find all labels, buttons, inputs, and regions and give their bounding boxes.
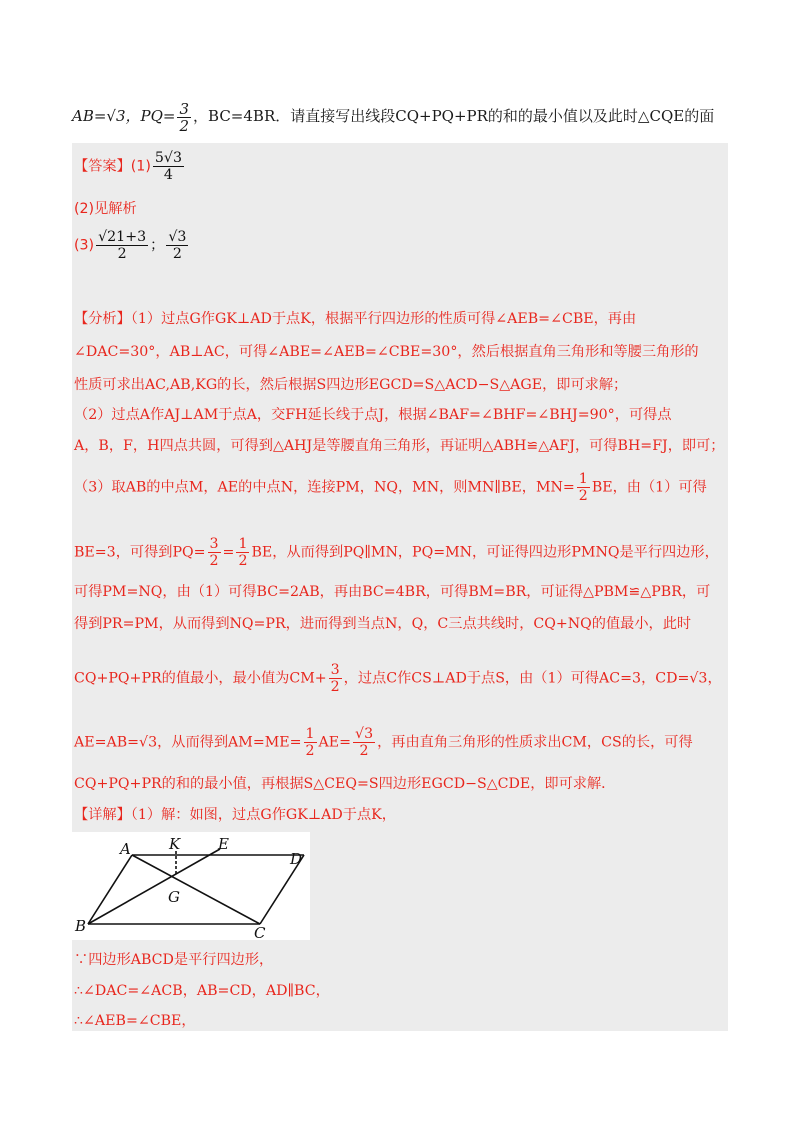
analysis-tag: 【分析】 [74, 311, 131, 327]
diagonal-ac [132, 855, 260, 924]
detail-step-1: ∵四边形ABCD是平行四边形， [74, 952, 274, 968]
parallelogram-diagram [72, 832, 310, 940]
analysis-line-12: CQ+PQ+PR的和的最小值，再根据S△CEQ=S四边形EGCD−S△CDE，即可求解． [74, 776, 616, 792]
parallelogram-figure [72, 832, 310, 940]
label-g: G [168, 888, 180, 906]
detail-line-1: 【详解】（1）解：如图，过点G作GK⊥AD于点K， [74, 807, 396, 823]
answer-3-fraction-2: $\frac{√3}{2}$ [168, 229, 187, 262]
answer-3-fraction-1: $\frac{√21+3}{2}$ [98, 229, 147, 262]
analysis-line-5: A，B，F，H四点共圆，可得到△AHJ是等腰直角三角形，再证明△ABH≌△AFJ，可得BH=FJ，即可； [74, 438, 725, 454]
problem-part1: AB=√3，PQ= [72, 107, 176, 125]
answer-line-3: (3) $\frac{√21+3}{2}$ ； $\frac{√3}{2}$ [74, 229, 187, 262]
problem-fraction: $\frac{3}{2}$ [179, 99, 190, 135]
analysis-line-9: 得到PR=PM，从而得到NQ=PR，进而得到当点N，Q，C三点共线时，CQ+NQ的值最小，此时 [74, 616, 692, 632]
analysis-line-4: （2）过点A作AJ⊥AM于点A，交FH延长线于点J，根据∠BAF=∠BHF=∠BHJ=90°，可得点 [74, 407, 672, 423]
detail-step-3: ∴∠AEB=∠CBE， [74, 1013, 196, 1029]
label-b: B [75, 917, 87, 935]
detail-step-2: ∴∠DAC=∠ACB，AB=CD，AD∥BC， [74, 983, 330, 999]
answer-tag: 【答案】 [74, 158, 131, 175]
analysis-line-3: 性质可求出AC,AB,KG的长，然后根据S四边形EGCD=S△ACD−S△AGE，即可求解； [74, 377, 628, 393]
analysis-line-1: 【分析】（1）过点G作GK⊥AD于点K，根据平行四边形的性质可得∠AEB=∠CBE，再由 [74, 311, 637, 327]
analysis-line-11: AE=AB=√3，从而得到AM=ME= $\frac{1}{2}$ AE= $\frac{√3}{2}$ ，再由直角三角形的性质求出CM，CS的长，可得 [74, 726, 693, 759]
label-d: D [290, 850, 303, 868]
analysis-line-2: ∠DAC=30°，AB⊥AC，可得∠ABE=∠AEB=∠CBE=30°，然后根据直角三角形和等腰三角形的 [74, 344, 699, 360]
edge-ab [88, 855, 132, 924]
answer-line-2: (2)见解析 [74, 201, 137, 217]
problem-part2: ，BC=4BR．请直接写出线段CQ+PQ+PR的和的最小值以及此时△CQE的面 [193, 107, 715, 125]
analysis-line-7: BE=3，可得到PQ= $\frac{3}{2}$ = $\frac{1}{2}$ BE，从而得到PQ∥MN，PQ=MN，可证得四边形PMNQ是平行四边形， [74, 536, 719, 569]
label-k: K [169, 835, 181, 853]
analysis-line-8: 可得PM=NQ，由（1）可得BC=2AB，再由BC=4BR，可得BM=BR，可证得△PBM≌△PBR，可 [74, 584, 711, 600]
answer-1-fraction: $\frac{5√3}{4}$ [154, 150, 182, 183]
detail-tag: 【详解】 [74, 807, 131, 823]
label-a: A [120, 840, 131, 858]
analysis-line-10: CQ+PQ+PR的值最小，最小值为CM+ $\frac{3}{2}$ ，过点C作CS⊥AD于点S，由（1）可得AC=3，CD=√3， [74, 662, 722, 695]
analysis-line-6: （3）取AB的中点M，AE的中点N，连接PM，NQ，MN，则MN∥BE，MN= $\frac{1}{2}$ BE，由（1）可得 [74, 471, 707, 504]
label-e: E [218, 835, 229, 853]
label-c: C [254, 924, 266, 940]
answer-line-1: 【答案】(1) $\frac{5√3}{4}$ [74, 150, 182, 183]
segment-be [88, 849, 220, 924]
